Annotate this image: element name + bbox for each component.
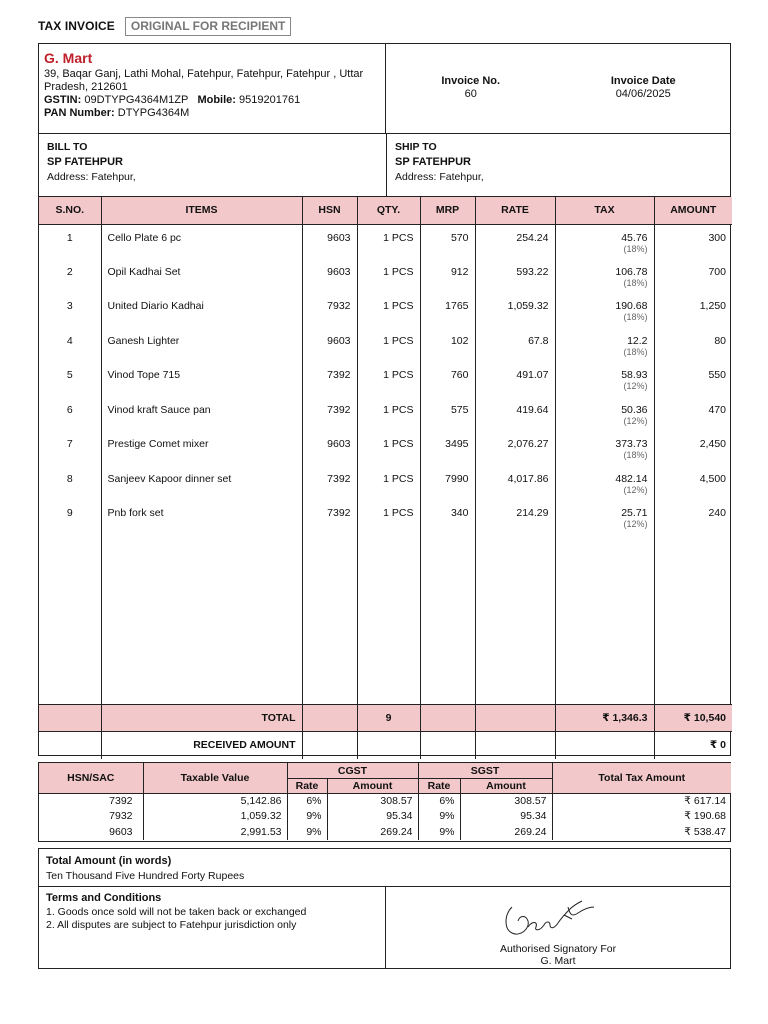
cell-mrp: 3495 [420,431,475,466]
cell-item: Cello Plate 6 pc [101,224,302,259]
tax-percent: (12%) [623,381,648,391]
cell-mrp: 570 [420,224,475,259]
cell-qty: 1 PCS [357,397,420,432]
table-row [39,500,732,535]
col-cgst: CGST [287,763,418,779]
cell-hsn: 9603 [302,224,357,259]
cell-amount: 300 [654,224,732,259]
cell-qty: 1 PCS [357,224,420,259]
terms-and-conditions [39,887,386,968]
total-label: TOTAL [101,705,302,732]
col-tax: TAX [555,197,654,224]
bill-to-label: BILL TO [47,141,88,153]
cell-qty: 1 PCS [357,362,420,397]
col-qty: QTY. [357,197,420,224]
term-item: 2. All disputes are subject to Fatehpur jurisdiction only [46,918,297,931]
cell-tax [555,397,654,432]
col-sgst-amount: Amount [460,779,552,793]
cell-cgst-amount: 269.24 [327,824,418,840]
received-amount: ₹ 0 [654,732,732,759]
col-total-tax: Total Tax Amount [552,763,731,793]
table-filler-row [39,535,732,705]
cell-rate: 1,059.32 [475,293,555,328]
table-row [39,224,732,259]
cell-sno: 8 [66,472,73,485]
col-items: ITEMS [101,197,302,224]
total-row [39,705,732,732]
tax-percent: (18%) [623,312,648,322]
items-header-row [39,197,732,224]
cell-mrp: 760 [420,362,475,397]
seller-name: G. Mart [44,50,93,66]
cell-hsn: 7932 [302,293,357,328]
cell-mrp: 1765 [420,293,475,328]
seller-details [39,44,386,133]
auth-company: G. Mart [540,955,576,967]
cell-hsn: 7392 [302,500,357,535]
cell-item: Opil Kadhai Set [101,259,302,294]
col-hsn-sac: HSN/SAC [39,763,143,793]
cell-sgst-amount: 269.24 [460,824,552,840]
cell-item: Prestige Comet mixer [101,431,302,466]
invoice-footer [38,848,731,969]
pan-label: PAN Number: [44,107,115,119]
col-hsn: HSN [302,197,357,224]
seller-address: 39, Baqar Ganj, Lathi Mohal, Fatehpur, Fatehpur, Fatehpur , Uttar Pradesh, 212601 [44,68,364,93]
tax-percent: (12%) [623,519,648,529]
cell-hsn: 9603 [302,431,357,466]
cell-qty: 1 PCS [357,259,420,294]
col-sgst: SGST [418,763,552,779]
cell-amount: 2,450 [654,431,732,466]
table-row [39,809,731,825]
cell-hsn: 9603 [302,259,357,294]
table-row [39,431,732,466]
cell-hsn: 9603 [109,825,133,838]
cell-mrp: 575 [420,397,475,432]
table-row [39,293,732,328]
total-tax: ₹ 1,346.3 [555,705,654,732]
mobile-label: Mobile: [197,94,236,106]
cell-tax [555,328,654,363]
cell-sno: 9 [66,507,73,519]
auth-line: Authorised Signatory For [499,943,617,955]
cell-sno: 7 [66,438,73,450]
cell-rate: 4,017.86 [475,466,555,501]
cell-cgst-amount: 308.57 [327,793,418,809]
cell-sgst-rate: 9% [418,809,460,825]
cell-amount: 700 [654,259,732,294]
cell-hsn: 7932 [109,810,133,823]
col-taxable-value: Taxable Value [143,763,287,793]
copy-badge: ORIGINAL FOR RECIPIENT [125,17,291,36]
cell-item: Ganesh Lighter [101,328,302,363]
tax-value: 482.14 [615,472,648,485]
cell-sno: 2 [66,265,73,278]
invoice-date-block [611,75,676,133]
tax-value: 190.68 [615,300,648,312]
amount-in-words [39,849,730,887]
cell-rate: 214.29 [475,500,555,535]
table-row [39,259,732,294]
cell-sno: 6 [66,403,73,416]
col-cgst-amount: Amount [327,779,418,793]
cell-amount: 1,250 [654,293,732,328]
cell-cgst-rate: 6% [287,793,327,809]
gstin-value: 09DTYPG4364M1ZP [84,94,189,106]
col-cgst-rate: Rate [287,779,327,793]
cell-rate: 254.24 [475,224,555,259]
col-rate: RATE [475,197,555,224]
cell-sno: 5 [66,369,73,381]
cell-rate: 67.8 [475,328,555,363]
cell-amount: 4,500 [654,466,732,501]
tax-value: 58.93 [621,369,648,381]
cell-sgst-amount: 308.57 [460,793,552,809]
ship-to-address: Address: Fatehpur, [395,171,484,183]
cell-sgst-rate: 9% [418,824,460,840]
tax-percent: (12%) [623,415,648,426]
invoice-date-label: Invoice Date [610,75,676,87]
cell-cgst-rate: 9% [287,809,327,825]
cell-tax [555,362,654,397]
bill-ship-row [39,133,731,197]
cell-mrp: 912 [420,259,475,294]
invoice-date: 04/06/2025 [615,88,671,100]
received-label: RECEIVED AMOUNT [101,732,302,759]
tax-value: 12.2 [627,334,648,347]
table-row [39,793,731,809]
cell-rate: 2,076.27 [475,431,555,466]
cell-cgst-amount: 95.34 [327,809,418,825]
cell-sgst-rate: 6% [418,793,460,809]
cell-amount: 80 [654,328,732,363]
amount-in-words-value: Ten Thousand Five Hundred Forty Rupees [46,870,245,882]
cell-sgst-amount: 95.34 [460,809,552,825]
tax-percent: (18%) [623,450,648,460]
cell-tax [555,466,654,501]
bill-to [39,134,386,197]
cell-hsn: 7392 [302,397,357,432]
cell-mrp: 102 [420,328,475,363]
signatory-block [386,887,730,968]
invoice-number-block [441,75,500,133]
cell-total-tax: ₹ 190.68 [552,809,731,825]
table-row [39,397,732,432]
tax-percent: (18%) [623,277,648,288]
cell-tax [555,224,654,259]
table-row [39,362,732,397]
cell-sno: 4 [66,334,73,347]
cell-hsn: 7392 [109,795,133,807]
cell-item: Pnb fork set [101,500,302,535]
cell-sno: 1 [66,231,73,244]
cell-tax [555,293,654,328]
seller-pan-row [44,107,380,120]
cell-tax [555,431,654,466]
invoice-number-label: Invoice No. [441,75,501,87]
tax-percent: (12%) [623,484,648,495]
table-row [39,824,731,840]
cell-hsn: 7392 [302,466,357,501]
cell-qty: 1 PCS [357,431,420,466]
cell-tax [555,500,654,535]
invoice-topbar [38,16,291,36]
signature-icon [498,893,598,941]
tax-percent: (18%) [623,243,648,254]
cell-rate: 491.07 [475,362,555,397]
tax-value: 373.73 [615,438,648,450]
cell-rate: 593.22 [475,259,555,294]
cell-tax [555,259,654,294]
cell-item: Vinod kraft Sauce pan [101,397,302,432]
cell-hsn: 9603 [302,328,357,363]
total-qty: 9 [357,705,420,732]
gstin-label: GSTIN: [44,94,82,106]
cell-rate: 419.64 [475,397,555,432]
cell-qty: 1 PCS [357,500,420,535]
mobile-value: 9519201761 [239,94,301,106]
cell-amount: 240 [654,500,732,535]
cell-amount: 550 [654,362,732,397]
cell-qty: 1 PCS [357,466,420,501]
cell-amount: 470 [654,397,732,432]
hsn-summary-table [38,762,731,842]
cell-taxable: 2,991.53 [143,824,287,840]
pan-value: DTYPG4364M [117,107,190,119]
table-row [39,328,732,363]
cell-item: Vinod Tope 715 [101,362,302,397]
invoice-header [38,43,731,197]
cell-hsn: 7392 [302,362,357,397]
cell-sno: 3 [66,300,73,312]
col-amount: AMOUNT [654,197,732,224]
invoice-title: TAX INVOICE [38,19,115,33]
ship-to [386,134,731,197]
ship-to-label: SHIP TO [395,141,437,153]
received-row [39,732,732,759]
invoice-number: 60 [464,88,477,100]
total-amount: ₹ 10,540 [654,705,732,732]
tax-percent: (18%) [623,346,648,357]
tax-value: 25.71 [621,507,648,519]
terms-label: Terms and Conditions [46,892,162,904]
cell-total-tax: ₹ 538.47 [552,824,731,840]
invoice-meta [386,44,731,133]
amount-in-words-label: Total Amount (in words) [46,855,172,867]
authorised-signatory [386,943,731,967]
cell-qty: 1 PCS [357,293,420,328]
cell-mrp: 7990 [420,466,475,501]
bill-to-address: Address: Fatehpur, [47,171,136,183]
tax-value: 50.36 [621,403,648,416]
cell-taxable: 1,059.32 [143,809,287,825]
cell-item: Sanjeev Kapoor dinner set [101,466,302,501]
col-sgst-rate: Rate [418,779,460,793]
term-item: 1. Goods once sold will not be taken back or exchanged [46,906,307,918]
cell-item: United Diario Kadhai [101,293,302,328]
cell-cgst-rate: 9% [287,824,327,840]
items-table [38,196,731,756]
ship-to-name: SP FATEHPUR [395,156,471,168]
bill-to-name: SP FATEHPUR [47,156,123,168]
col-mrp: MRP [420,197,475,224]
cell-mrp: 340 [420,500,475,535]
tax-value: 45.76 [621,231,648,244]
seller-gstin-row [44,94,380,107]
cell-taxable: 5,142.86 [143,793,287,809]
cell-total-tax: ₹ 617.14 [552,793,731,809]
cell-qty: 1 PCS [357,328,420,363]
col-sno: S.NO. [39,197,101,224]
tax-value: 106.78 [615,265,648,278]
table-row [39,466,732,501]
